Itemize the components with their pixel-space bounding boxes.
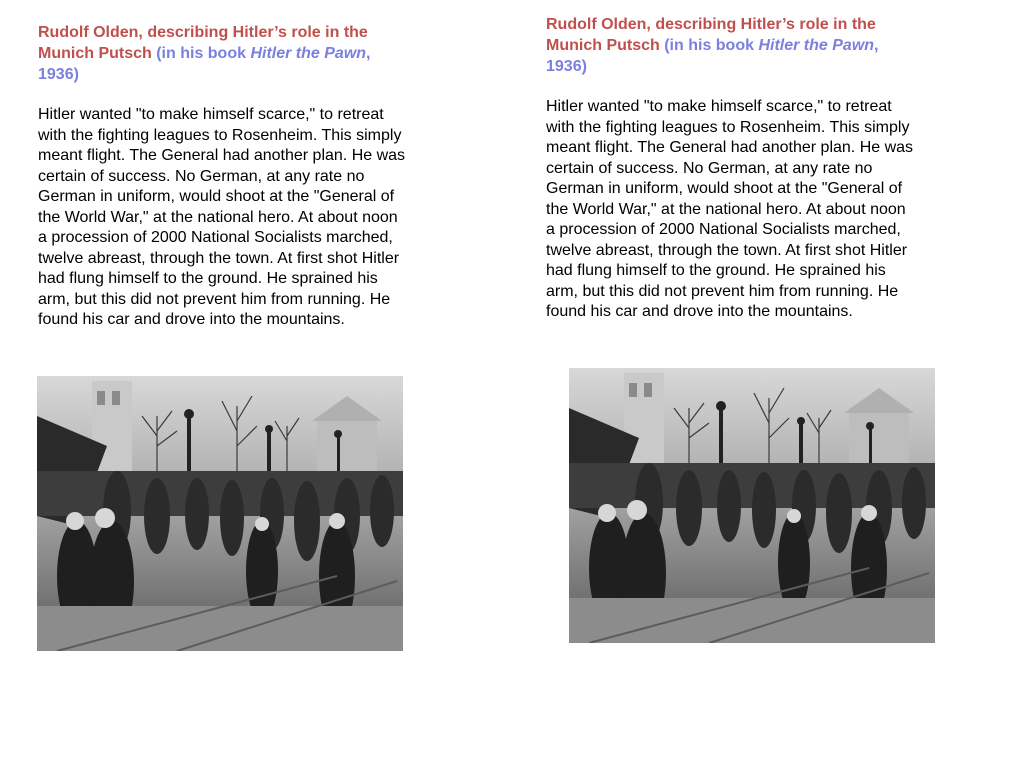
quote-body: Hitler wanted "to make himself scarce," to retreat with the fighting leagues to Rosenheim. This simply meant flight. The General had another plan. He was certain of success. No German, at any rate no German in uniform, would shoot at the "General of the World War," at the national hero. At about noon a procession of 2000 National Socialists marched, twelve abreast, through the town. At first shot Hitler had flung himself to the ground. He sprained his arm, but this did not prevent him from running. He found his car and drove into the mountains. xyxy=(38,106,406,328)
left-text-panel xyxy=(38,22,410,331)
book-title: Hitler the Pawn xyxy=(250,45,367,62)
quote-body: Hitler wanted "to make himself scarce," to retreat with the fighting leagues to Rosenheim. This simply meant flight. The General had another plan. He was certain of success. No German, at any rate no German in uniform, would shoot at the "General of the World War," at the national hero. At about noon a procession of 2000 National Socialists marched, twelve abreast, through the town. At first shot Hitler had flung himself to the ground. He sprained his arm, but this did not prevent him from running. He found his car and drove into the mountains. xyxy=(546,98,914,320)
quote-heading xyxy=(546,14,918,77)
march-photo xyxy=(569,368,935,643)
source-citation: (in his book Hitler the Pawn, 1936) xyxy=(546,37,879,75)
march-photo-image xyxy=(37,376,403,651)
source-citation: (in his book Hitler the Pawn, 1936) xyxy=(38,45,371,83)
march-photo-image xyxy=(569,368,935,643)
right-text-panel xyxy=(546,14,918,323)
author-attribution: Rudolf Olden, describing Hitler’s role in the Munich Putsch xyxy=(546,16,876,54)
march-photo xyxy=(37,376,403,651)
author-attribution: Rudolf Olden, describing Hitler’s role in the Munich Putsch xyxy=(38,24,368,62)
quote-heading xyxy=(38,22,410,85)
book-title: Hitler the Pawn xyxy=(758,37,875,54)
